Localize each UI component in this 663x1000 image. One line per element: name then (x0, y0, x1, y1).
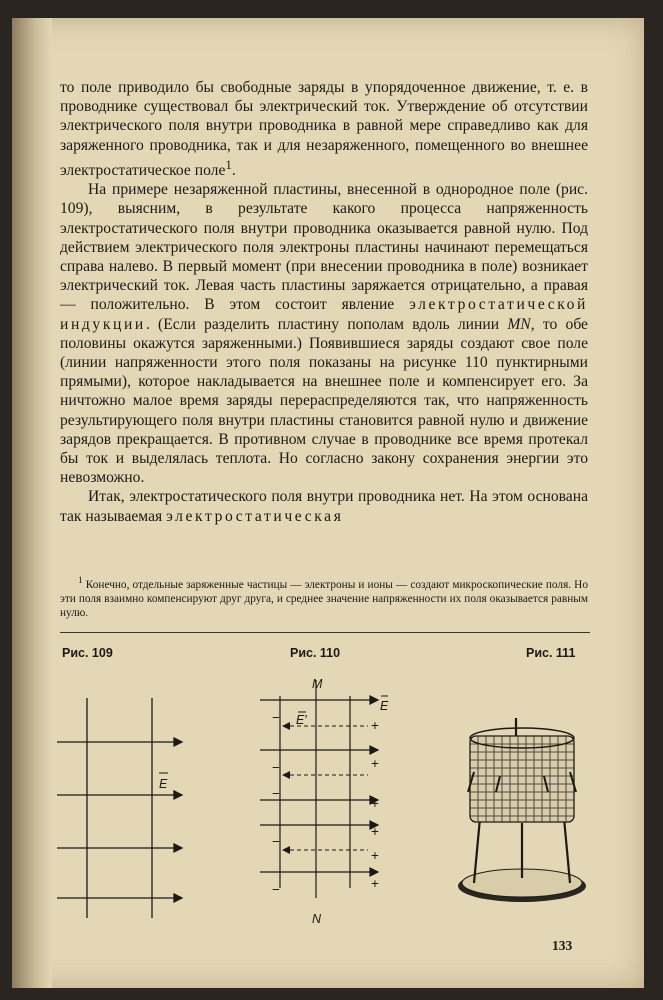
line-label-n: N (312, 912, 322, 926)
paragraph-2: На примере незаряженной пластины, внесенной в однородное поле (рис. 109), выясним, в результате какого процесса напряженность электростатического поля внутри проводника оказывается равной нулю. Под действием электрического поля электроны пластины начинают перемещаться справа налево. В первый момент (при внесении проводника в поле) возникает электрический ток. Левая часть пластины заряжается отрицательно, а правая — положительно. В этом состоит явление электростатической индукции. (Если разделить пластину пополам вдоль линии MN, то обе половины окажутся заряженными.) Появившиеся заряды создают свое поле (линии напряженности этого поля показаны на рисунке 110 пунктирными прямыми), которое накладывается на внешнее поле и компенсирует его. За ничтожно малое время заряды перераспределяются так, что напряженность результирующего поля внутри пластины становится равной нулю и движение зарядов прекращается. В противном случае в проводнике все время протекал бы ток и выделялась теплота. Но согласно закону сохранения энергии это невозможно. (60, 181, 588, 487)
figure-109-label: Рис. 109 (62, 646, 113, 660)
plus-sign: + (371, 848, 379, 863)
term-electrostatic: электростатическая (166, 507, 344, 525)
footnote-reference: 1 (225, 156, 232, 172)
plus-sign: + (371, 796, 379, 811)
minus-sign: − (272, 710, 280, 725)
figure-110-diagram (250, 658, 390, 928)
figure-111-label: Рис. 111 (526, 646, 576, 660)
line-label-mn: MN (507, 315, 531, 333)
body-text (60, 78, 588, 526)
field-label-e: E (159, 777, 168, 791)
plus-sign: + (371, 824, 379, 839)
field-label-e: E (380, 699, 389, 713)
plus-sign: + (371, 756, 379, 771)
minus-sign: − (272, 760, 280, 775)
figure-110-label: Рис. 110 (290, 646, 341, 660)
induced-field-label: E′ (296, 713, 307, 727)
footnote-divider (60, 632, 590, 633)
plus-sign: + (371, 718, 379, 733)
figure-111-faraday-cage (452, 708, 602, 918)
minus-sign: − (272, 834, 280, 849)
paragraph-1: то поле приводило бы свободные заряды в упорядоченное движение, т. е. в проводнике существовал бы электрический ток. Утверждение об отсутствии электрического поля внутри проводника в равной мере справедливо как для заряженного проводника, так и для незаряженного, помещенного во внешнее электростатическое поле$^1$. (60, 79, 588, 179)
page-number: 133 (552, 938, 573, 953)
book-gutter (12, 18, 52, 988)
footnote: $^1$ Конечно, отдельные заряженные частицы — электроны и ионы — создают микроскопические поля. Но эти поля взаимно компенсируют друг друга, и среднее значение напряженности их поля оказывается равным нулю. (60, 576, 588, 620)
figure-109-diagram (52, 698, 192, 918)
term-electrostatic-induction: электростатической индукции (60, 296, 588, 333)
paragraph-3: Итак, электростатического поля внутри проводника нет. На этом основана так называемая электростатическая (60, 488, 588, 525)
book-page (12, 18, 644, 988)
minus-sign: − (272, 786, 280, 801)
minus-sign: − (272, 882, 280, 897)
plus-sign: + (371, 876, 379, 891)
line-label-m: M (312, 677, 323, 691)
